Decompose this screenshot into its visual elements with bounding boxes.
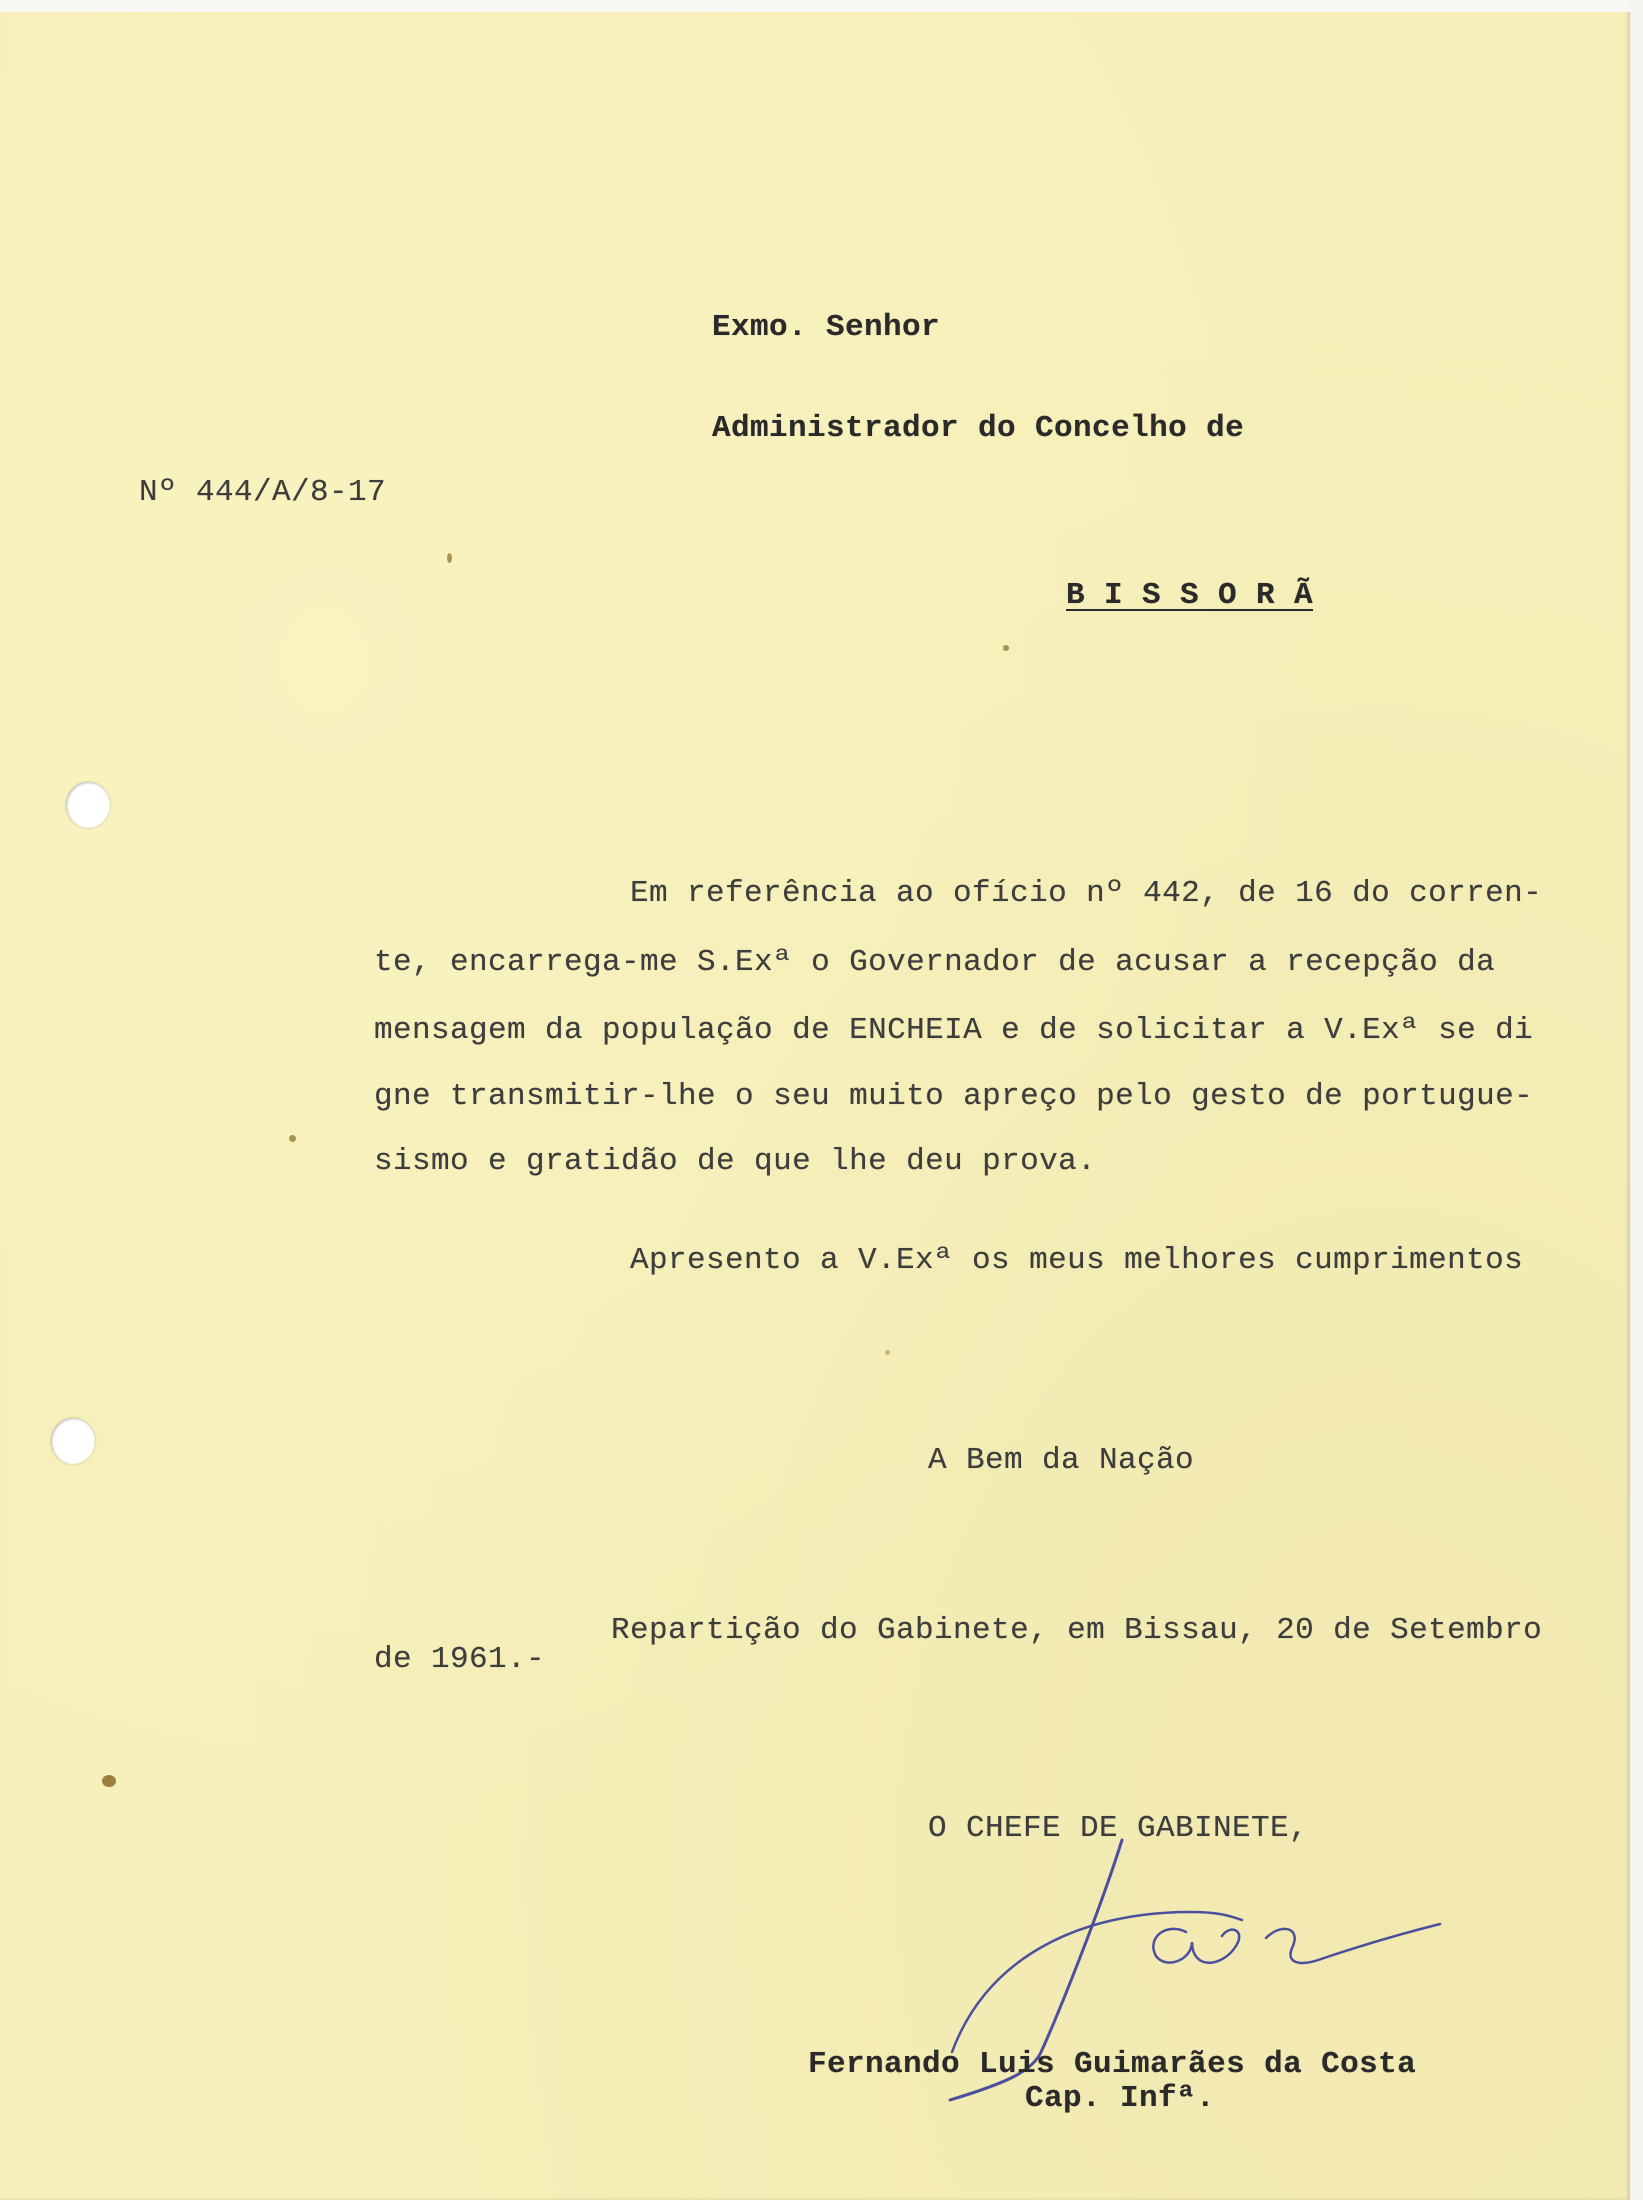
punch-hole-lower	[51, 1418, 95, 1464]
addressee-location: B I S S O R Ã	[1066, 578, 1314, 613]
paper-speck	[447, 553, 452, 563]
signer-title: O CHEFE DE GABINETE,	[928, 1811, 1309, 1846]
body-line: sismo e gratidão de que lhe deu prova.	[374, 1144, 1097, 1179]
motto: A Bem da Nação	[928, 1443, 1195, 1478]
body-line: te, encarrega-me S.Exª o Governador de acusar a recepção da	[374, 945, 1496, 980]
signer-name: Fernando Luis Guimarães da Costa	[808, 2047, 1417, 2082]
signer-rank: Cap. Infª.	[1025, 2081, 1216, 2116]
date-line-year: de 1961.-	[374, 1642, 546, 1677]
body-line: Em referência ao ofício nº 442, de 16 do corren-	[630, 876, 1543, 911]
body-line: gne transmitir-lhe o seu muito apreço pelo gesto de portugue-	[374, 1079, 1534, 1114]
scan-border-top	[0, 0, 1643, 12]
addressee-line: Administrador do Concelho de	[712, 411, 1245, 446]
reference-number: Nº 444/A/8-17	[139, 475, 387, 510]
closing-greeting: Apresento a V.Exª os meus melhores cumprimentos	[630, 1243, 1524, 1278]
scan-border-right	[1630, 0, 1643, 2200]
punch-hole-upper	[66, 782, 110, 828]
paper-speck	[289, 1135, 296, 1142]
paper-speck	[1003, 645, 1009, 651]
body-line: mensagem da população de ENCHEIA e de solicitar a V.Exª se di	[374, 1013, 1534, 1048]
salutation: Exmo. Senhor	[712, 310, 941, 345]
paper-speck	[102, 1775, 116, 1787]
paper-speck	[885, 1350, 890, 1355]
date-line: Repartição do Gabinete, em Bissau, 20 de Setembro	[611, 1613, 1543, 1648]
